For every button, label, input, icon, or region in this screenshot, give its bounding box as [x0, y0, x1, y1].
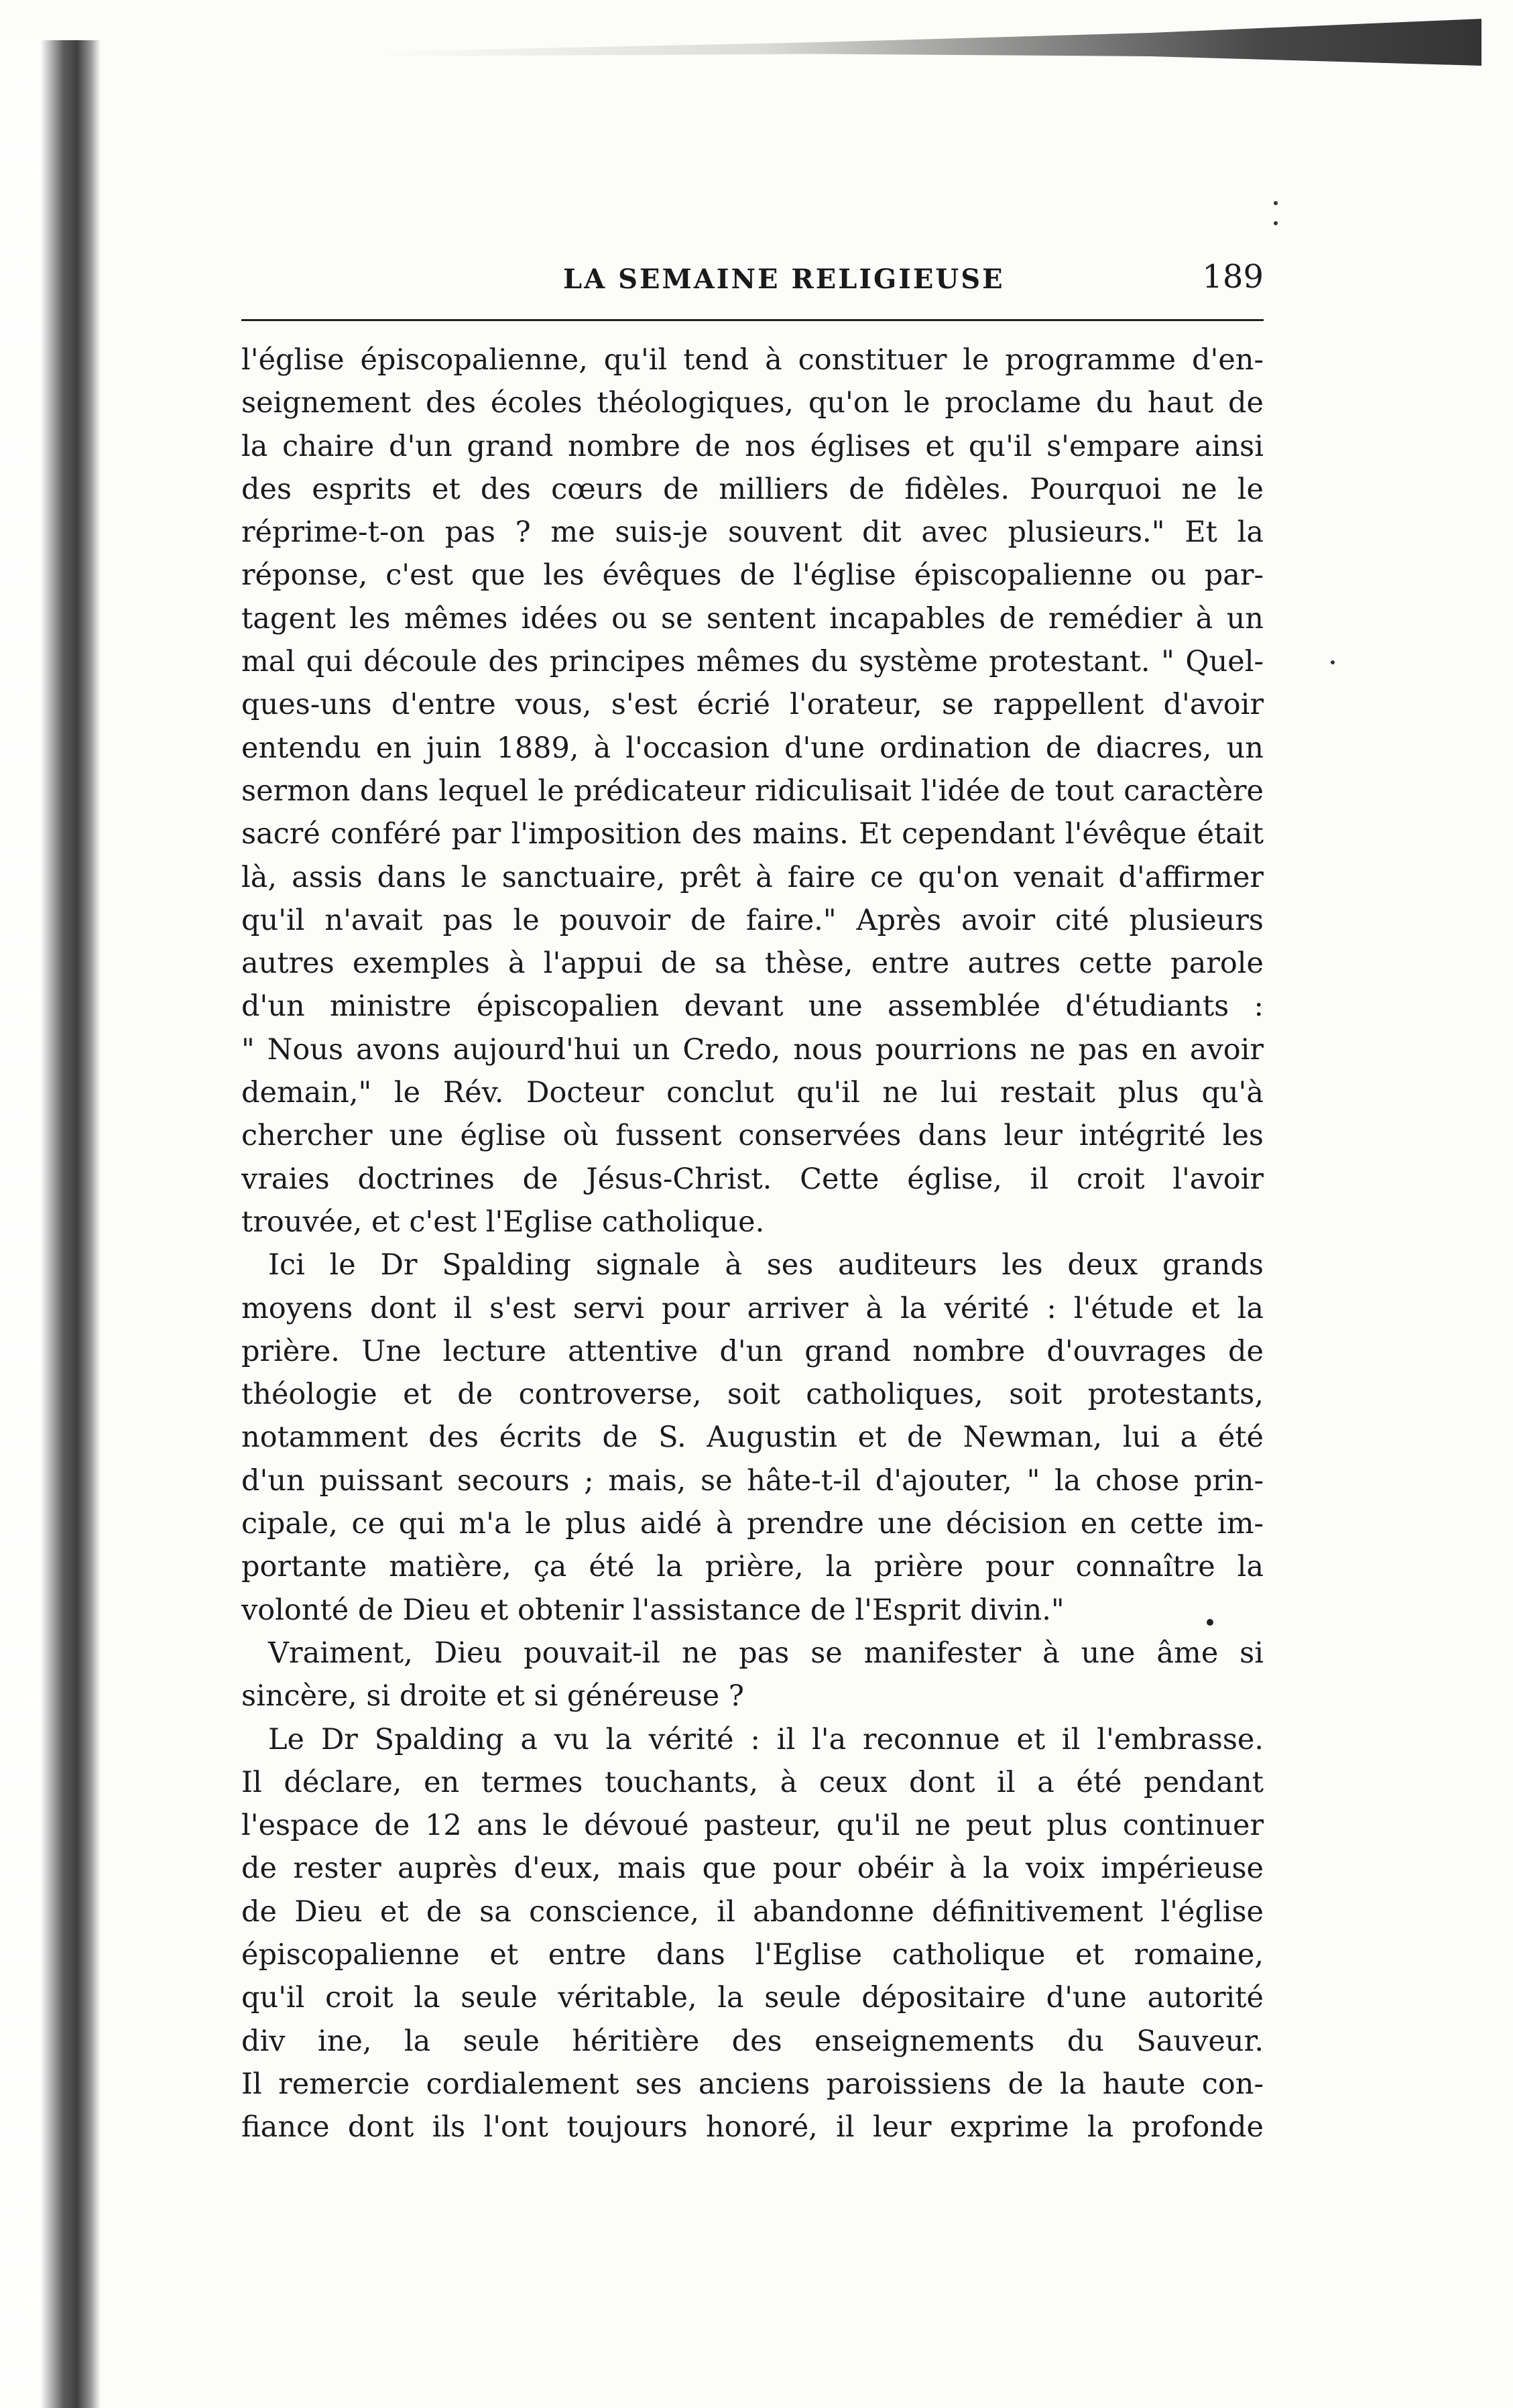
text-line: Il remercie cordialement ses anciens paroissiens de la haute con-: [241, 2067, 1264, 2101]
text-line: div ine, la seule héritière des enseignements du Sauveur.: [241, 2024, 1264, 2058]
text-line: trouvée, et c'est l'Eglise catholique.: [241, 1205, 765, 1239]
text-line: sacré conféré par l'imposition des mains. Et cependant l'évêque était: [241, 817, 1264, 851]
text-line: notamment des écrits de S. Augustin et de Newman, lui a été: [241, 1421, 1264, 1455]
ink-mark: [1331, 660, 1335, 664]
text-line: fiance dont ils l'ont toujours honoré, il leur exprime la profonde: [241, 2110, 1264, 2145]
text-line: chercher une église où fussent conservées dans leur intégrité les: [241, 1119, 1264, 1153]
text-line: volonté de Dieu et obtenir l'assistance de l'Esprit divin.": [241, 1593, 1065, 1627]
paragraph: [241, 1244, 1264, 1632]
text-line: l'espace de 12 ans le dévoué pasteur, qu'il ne peut plus continuer: [241, 1809, 1264, 1843]
text-line: réponse, c'est que les évêques de l'église épiscopalienne ou par-: [241, 558, 1264, 593]
paragraph: [241, 339, 1264, 1244]
text-line: prière. Une lecture attentive d'un grand nombre d'ouvrages de: [241, 1334, 1264, 1368]
paragraph: [241, 1632, 1264, 1718]
text-line: d'un ministre épiscopalien devant une assemblée d'étudiants :: [241, 989, 1264, 1024]
text-line: de Dieu et de sa conscience, il abandonne définitivement l'église: [241, 1894, 1264, 1929]
header-rule: [241, 319, 1264, 321]
text-line: mal qui découle des principes mêmes du système protestant. " Quel-: [241, 645, 1264, 679]
text-line: réprime-t-on pas ? me suis-je souvent dit avec plusieurs." Et la: [241, 516, 1264, 550]
binding-edge: [0, 40, 101, 2408]
page-header: [241, 258, 1264, 305]
text-line: " Nous avons aujourd'hui un Credo, nous pourrions ne pas en avoir: [241, 1032, 1264, 1067]
text-line: portante matière, ça été la prière, la prière pour connaître la: [241, 1550, 1264, 1584]
text-line: épiscopalienne et entre dans l'Eglise catholique et romaine,: [241, 1937, 1264, 1972]
text-line: cipale, ce qui m'a le plus aidé à prendre une décision en cette im-: [241, 1507, 1264, 1541]
text-line: Vraiment, Dieu pouvait-il ne pas se manifester à une âme si: [268, 1636, 1264, 1670]
text-line: là, assis dans le sanctuaire, prêt à faire ce qu'on venait d'affirmer: [241, 860, 1264, 894]
text-line: tagent les mêmes idées ou se sentent incapables de remédier à un: [241, 601, 1264, 636]
text-line: Ici le Dr Spalding signale à ses auditeurs les deux grands: [268, 1248, 1264, 1282]
text-line: qu'il croit la seule véritable, la seule dépositaire d'une autorité: [241, 1981, 1264, 2015]
text-line: ques-uns d'entre vous, s'est écrié l'orateur, se rappellent d'avoir: [241, 688, 1264, 722]
text-line: vraies doctrines de Jésus-Christ. Cette église, il croit l'avoir: [241, 1162, 1264, 1196]
text-line: des esprits et des cœurs de milliers de fidèles. Pourquoi ne le: [241, 472, 1264, 506]
page-number: 189: [1202, 258, 1264, 296]
text-line: la chaire d'un grand nombre de nos églises et qu'il s'empare ainsi: [241, 429, 1264, 463]
running-title: LA SEMAINE RELIGIEUSE: [563, 263, 1005, 295]
body-text: [241, 339, 1264, 2149]
paragraph: [241, 1718, 1264, 2149]
scan-smudge: [375, 19, 1481, 66]
text-line: moyens dont il s'est servi pour arriver à la vérité : l'étude et la: [241, 1291, 1264, 1325]
text-line: demain," le Rév. Docteur conclut qu'il ne lui restait plus qu'à: [241, 1076, 1264, 1110]
text-line: seignement des écoles théologiques, qu'on le proclame du haut de: [241, 386, 1264, 420]
text-line: l'église épiscopalienne, qu'il tend à constituer le programme d'en-: [241, 343, 1264, 377]
text-line: Le Dr Spalding a vu la vérité : il l'a reconnue et il l'embrasse.: [268, 1722, 1264, 1756]
text-line: Il déclare, en termes touchants, à ceux dont il a été pendant: [241, 1765, 1264, 1799]
text-line: de rester auprès d'eux, mais que pour obéir à la voix impérieuse: [241, 1852, 1264, 1886]
text-line: sermon dans lequel le prédicateur ridiculisait l'idée de tout caractère: [241, 774, 1264, 808]
text-line: autres exemples à l'appui de sa thèse, entre autres cette parole: [241, 947, 1264, 981]
ink-mark: [1274, 221, 1278, 225]
text-line: théologie et de controverse, soit catholiques, soit protestants,: [241, 1378, 1264, 1412]
ink-mark: [1274, 201, 1278, 205]
text-line: qu'il n'avait pas le pouvoir de faire." Après avoir cité plusieurs: [241, 903, 1264, 937]
text-line: d'un puissant secours ; mais, se hâte-t-il d'ajouter, " la chose prin-: [241, 1463, 1264, 1498]
ink-mark: [1207, 1619, 1213, 1626]
text-line: sincère, si droite et si généreuse ?: [241, 1679, 744, 1713]
text-line: entendu en juin 1889, à l'occasion d'une ordination de diacres, un: [241, 731, 1264, 765]
